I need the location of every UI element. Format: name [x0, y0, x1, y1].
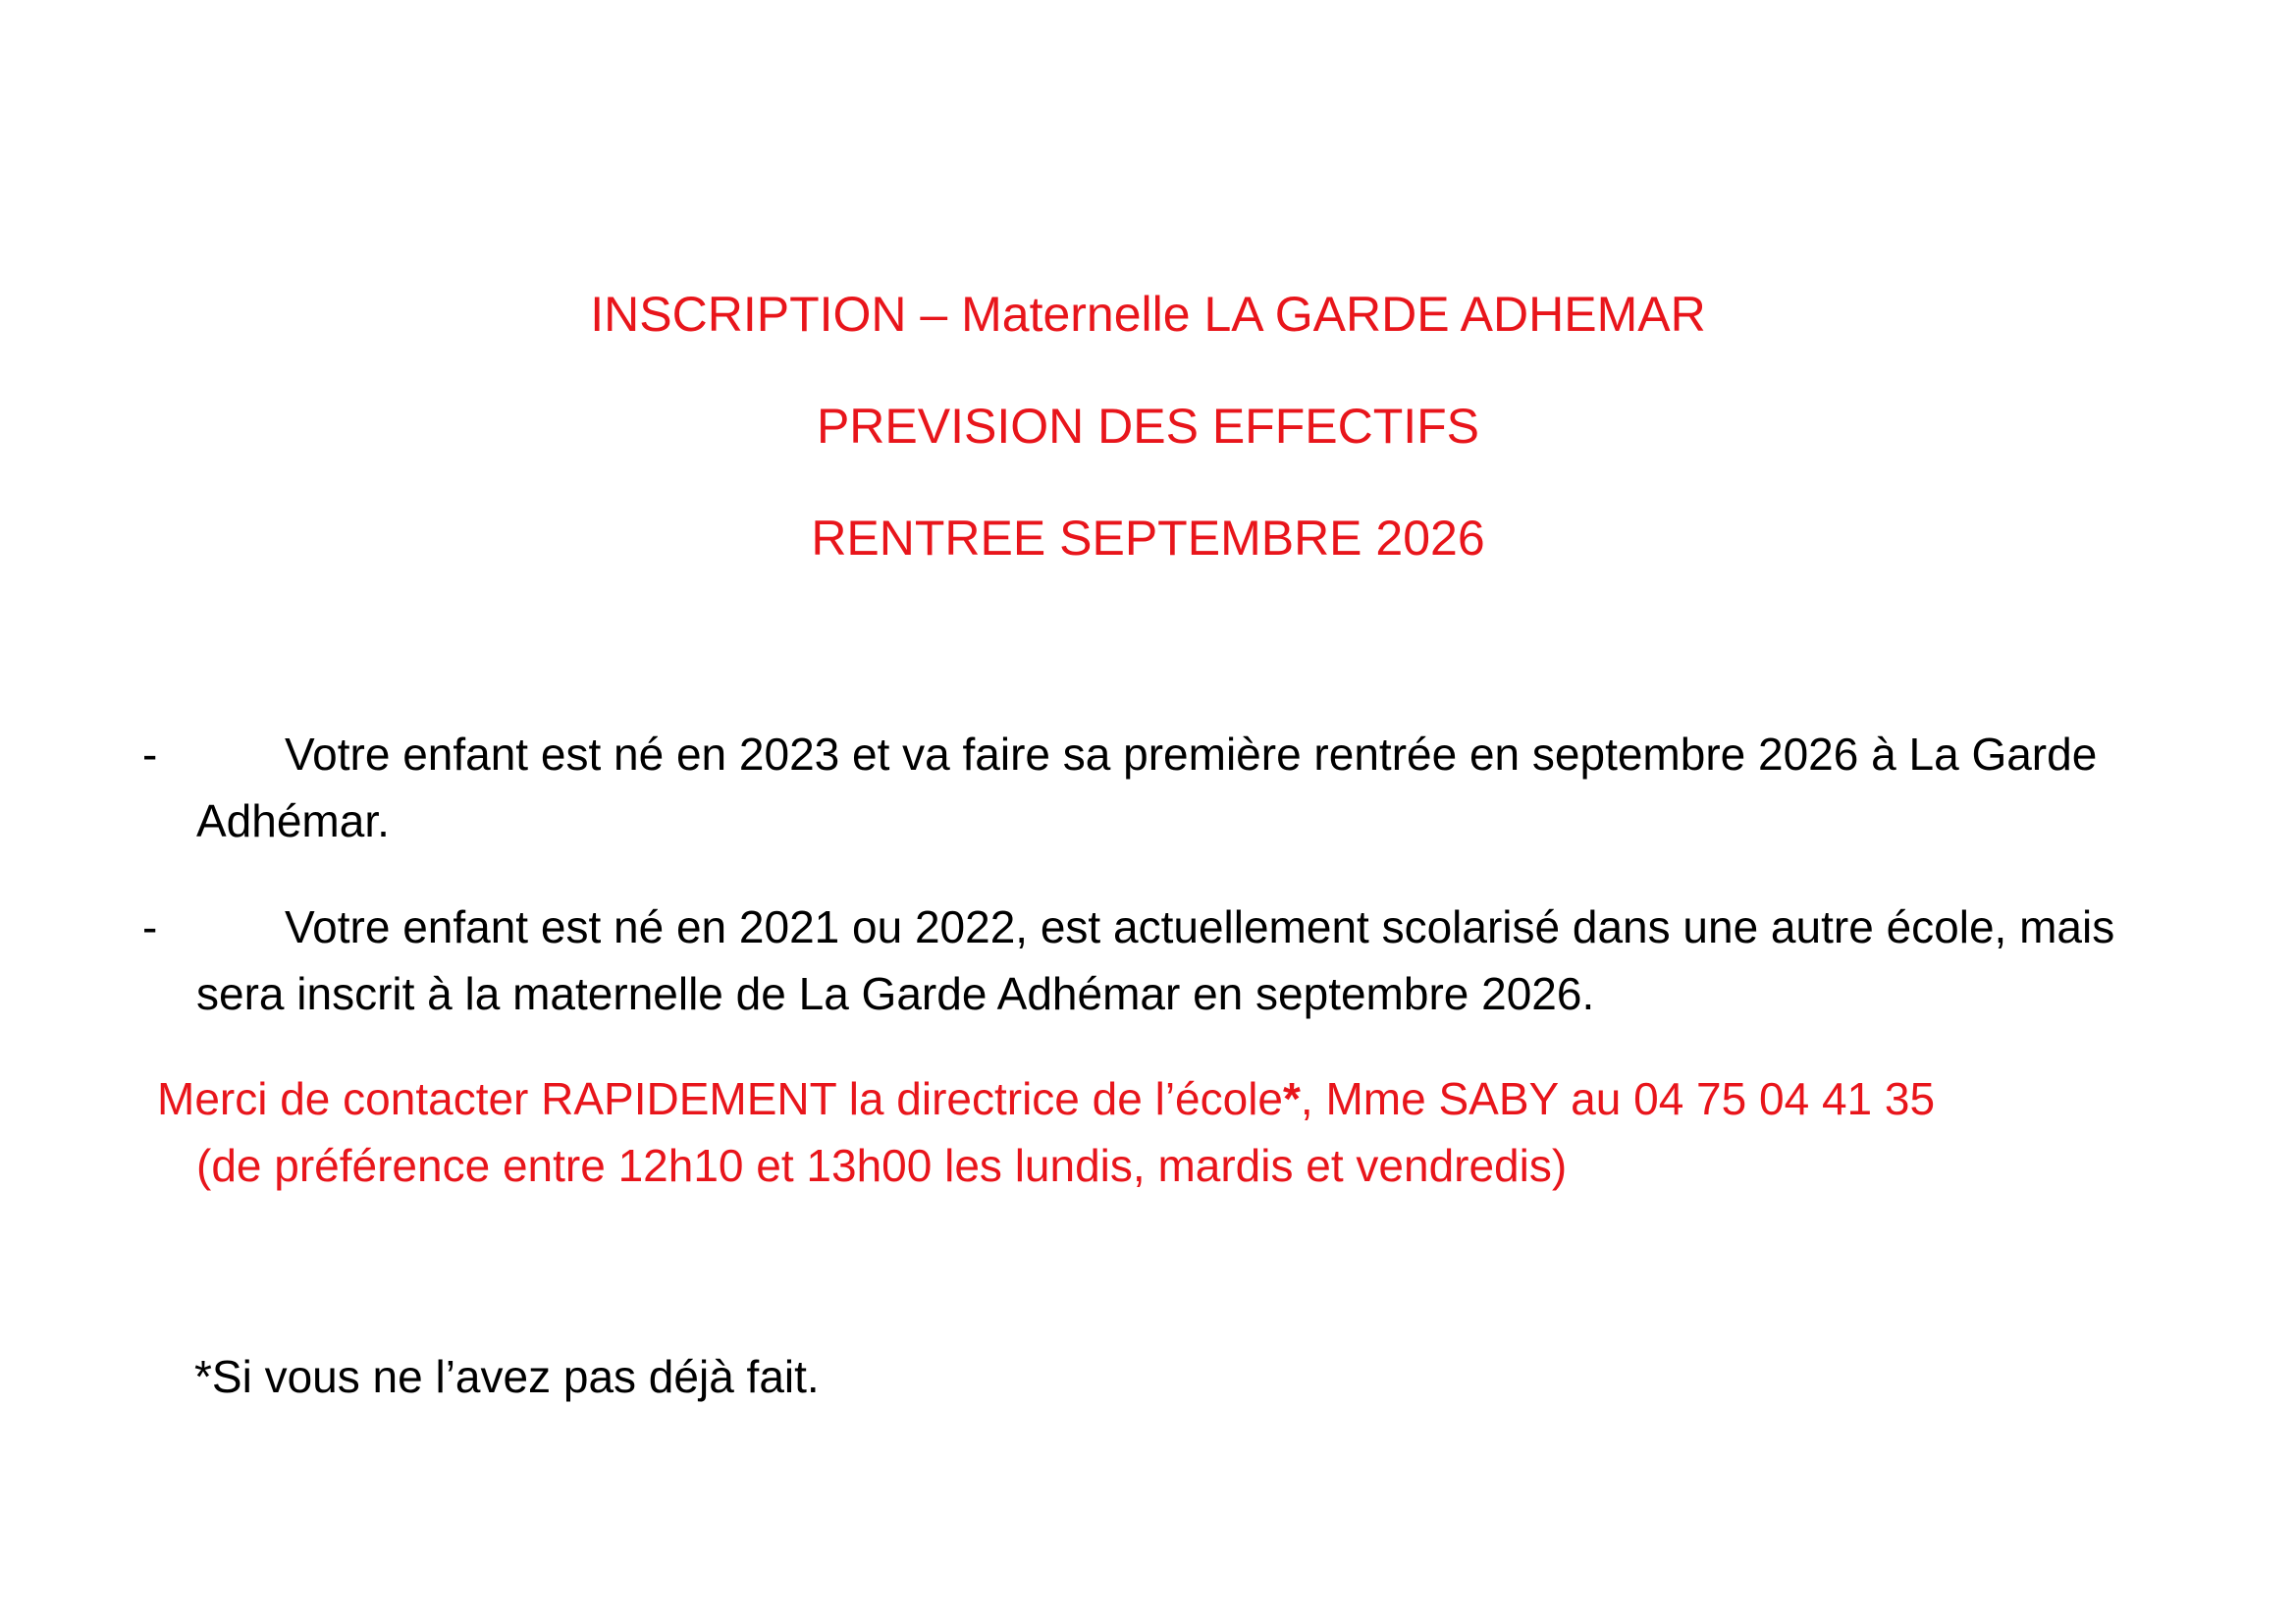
- title-rentree: RENTREE SEPTEMBRE 2026: [811, 511, 1485, 566]
- bullet-item-born-2021-2022: [142, 893, 2145, 1027]
- contact-paragraph: [157, 1065, 2179, 1199]
- bullet-text: Votre enfant est né en 2021 ou 2022, est actuellement scolarisé dans une autre école, mais sera inscrit à la maternelle de La Garde Adhémar en septembre 2026.: [196, 901, 2115, 1019]
- title-prevision: PREVISION DES EFFECTIFS: [816, 399, 1480, 454]
- contact-text-start: Merci de contacter RAPIDEMENT la directrice de l’école: [157, 1073, 1284, 1124]
- bullet-text: Votre enfant est né en 2023 et va faire sa première rentrée en septembre 2026 à La Garde Adhémar.: [196, 729, 2098, 846]
- bullet-dash: -: [142, 729, 158, 780]
- footnote: *Si vous ne l’avez pas déjà fait.: [194, 1351, 820, 1402]
- contact-phone-text: , Mme SABY au 04 75 04 41 35: [1300, 1073, 1936, 1124]
- contact-hours: (de préférence entre 12h10 et 13h00 les lundis, mardis et vendredis): [196, 1140, 1568, 1191]
- bullet-item-born-2023: [142, 721, 2145, 854]
- bullet-dash: -: [142, 901, 158, 952]
- title-inscription: INSCRIPTION – Maternelle LA GARDE ADHEMAR: [590, 287, 1706, 342]
- asterisk-mark: *: [1283, 1073, 1301, 1124]
